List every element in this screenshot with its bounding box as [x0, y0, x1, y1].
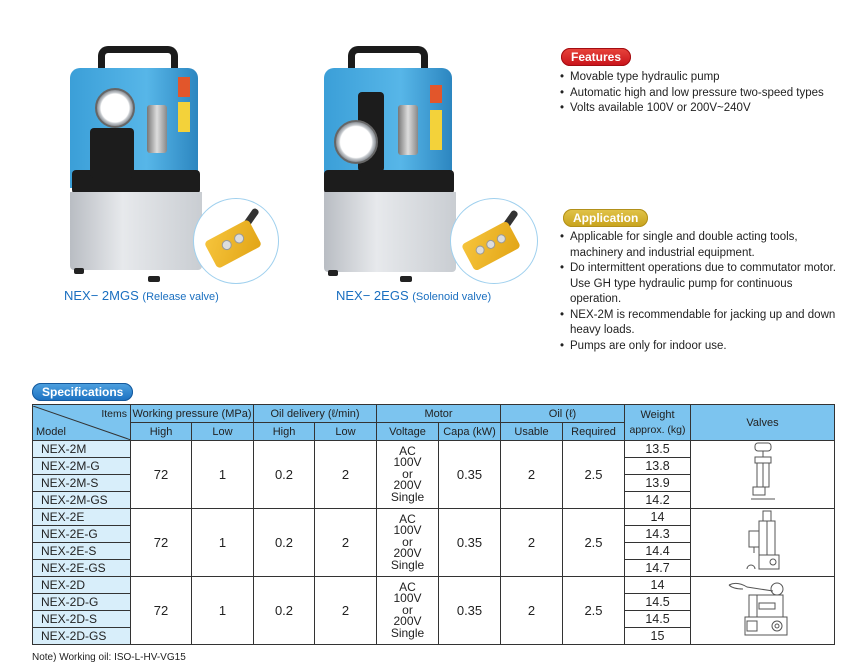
- steel-tank: [70, 192, 202, 270]
- wp-high-cell: 72: [131, 509, 192, 577]
- application-item: • Applicable for single and double acting tools, machinery and industrial equipment.: [560, 230, 840, 261]
- model-cell: NEX-2D-GS: [33, 628, 131, 645]
- product-valve-note: (Release valve): [142, 291, 219, 303]
- warning-label: [430, 85, 442, 103]
- voltage-line: Single: [390, 625, 425, 640]
- specifications-heading: Specifications: [32, 383, 133, 401]
- model-label: Model: [36, 425, 66, 438]
- voltage-line: AC: [399, 511, 416, 526]
- od-high-cell: 0.2: [254, 577, 315, 645]
- wp-high-cell: 72: [131, 441, 192, 509]
- application-item: • Pumps are only for indoor use.: [560, 339, 840, 355]
- weight-unit: approx. (kg): [629, 423, 686, 436]
- feature-item: • Volts available 100V or 200V~240V: [560, 101, 840, 117]
- weight-cell: 13.8: [625, 458, 691, 475]
- valve-drawing-cell: [691, 441, 835, 509]
- model-cell: NEX-2M-GS: [33, 492, 131, 509]
- model-cell: NEX-2D: [33, 577, 131, 594]
- remote-pendant: [204, 219, 262, 269]
- remote-pendant: [461, 221, 521, 272]
- weight-header: [625, 405, 691, 441]
- wp-high-header: High: [131, 423, 192, 441]
- voltage-line: or: [402, 602, 413, 617]
- pump-photo: [50, 40, 290, 290]
- table-row: [33, 577, 835, 594]
- wp-low-header: Low: [192, 423, 254, 441]
- od-high-header: High: [254, 423, 315, 441]
- capa-header: Capa (kW): [439, 423, 501, 441]
- model-cell: NEX-2E: [33, 509, 131, 526]
- motor-header: Motor: [377, 405, 501, 423]
- weight-label: Weight: [640, 408, 675, 421]
- weight-cell: 14.4: [625, 543, 691, 560]
- capa-cell: 0.35: [439, 441, 501, 509]
- voltage-line: 200V: [393, 546, 422, 561]
- model-cell: NEX-2E-S: [33, 543, 131, 560]
- weight-cell: 14.5: [625, 611, 691, 628]
- weight-cell: 14.7: [625, 560, 691, 577]
- motor-cylinder: [147, 105, 167, 153]
- oil-header: Oil (ℓ): [501, 405, 625, 423]
- product-caption: [64, 288, 219, 303]
- od-high-cell: 0.2: [254, 509, 315, 577]
- release-valve-drawing-icon: [733, 441, 793, 505]
- feature-item: • Movable type hydraulic pump: [560, 70, 840, 86]
- oil-usable-cell: 2: [501, 441, 563, 509]
- table-row: [33, 509, 835, 526]
- features-list: [560, 70, 840, 117]
- application-item-text: Do intermittent operations due to commutator motor.: [570, 262, 836, 274]
- voltage-line: Single: [390, 489, 425, 504]
- product-caption: [336, 288, 491, 303]
- remote-button: [232, 232, 246, 246]
- voltage-line: 200V: [393, 614, 422, 629]
- application-item: • NEX-2M is recommendable for jacking up and down heavy loads.: [560, 308, 840, 339]
- caution-label: [178, 102, 190, 132]
- table-row: [33, 441, 835, 458]
- foot: [74, 268, 84, 274]
- od-low-cell: 2: [315, 441, 377, 509]
- oil-required-cell: 2.5: [563, 441, 625, 509]
- usable-header: Usable: [501, 423, 563, 441]
- weight-cell: 14: [625, 577, 691, 594]
- oil-usable-cell: 2: [501, 509, 563, 577]
- steel-tank: [324, 192, 456, 272]
- remote-control-inset: [450, 198, 538, 284]
- features-heading: Features: [561, 48, 631, 66]
- valve-drawing-cell: [691, 577, 835, 645]
- application-item: [560, 261, 840, 308]
- model-cell: NEX-2E-G: [33, 526, 131, 543]
- voltage-cell: [377, 577, 439, 645]
- wp-high-cell: 72: [131, 577, 192, 645]
- remote-control-inset: [193, 198, 279, 284]
- oil-required-cell: 2.5: [563, 509, 625, 577]
- model-cell: NEX-2E-GS: [33, 560, 131, 577]
- voltage-line: 100V: [393, 455, 422, 470]
- voltage-line: AC: [399, 443, 416, 458]
- od-low-cell: 2: [315, 509, 377, 577]
- application-heading: Application: [563, 209, 648, 227]
- application-item-subtext: Use GH type hydraulic pump for continuous operation.: [570, 277, 793, 305]
- weight-cell: 13.5: [625, 441, 691, 458]
- product-valve-note: (Solenoid valve): [412, 291, 492, 303]
- motor-cylinder: [398, 105, 418, 155]
- voltage-cell: [377, 441, 439, 509]
- voltage-line: 100V: [393, 523, 422, 538]
- pressure-gauge: [334, 120, 378, 164]
- valves-header: Valves: [691, 405, 835, 441]
- caution-label: [430, 110, 442, 150]
- od-low-cell: 2: [315, 577, 377, 645]
- od-low-header: Low: [315, 423, 377, 441]
- remote-button: [485, 238, 497, 250]
- voltage-line: or: [402, 466, 413, 481]
- working-oil-note: Note) Working oil: ISO-L-HV-VG15: [32, 652, 186, 663]
- product-model: NEX− 2MGS: [64, 288, 139, 303]
- oil-usable-cell: 2: [501, 577, 563, 645]
- capa-cell: 0.35: [439, 577, 501, 645]
- required-header: Required: [563, 423, 625, 441]
- foot: [328, 270, 338, 276]
- product-nex-2mgs: [50, 40, 290, 310]
- oil-tray: [324, 170, 454, 194]
- foot: [400, 276, 412, 282]
- weight-cell: 14.3: [625, 526, 691, 543]
- valve-drawing-cell: [691, 509, 835, 577]
- pump-photo: [310, 40, 550, 290]
- working-pressure-header: Working pressure (MPa): [131, 405, 254, 423]
- weight-cell: 15: [625, 628, 691, 645]
- remote-button: [220, 238, 234, 252]
- manual-lever-valve-drawing-icon: [723, 577, 803, 641]
- model-cell: NEX-2D-G: [33, 594, 131, 611]
- product-nex-2egs: [310, 40, 550, 310]
- voltage-line: Single: [390, 557, 425, 572]
- specifications-table: [32, 404, 835, 645]
- wp-low-cell: 1: [192, 577, 254, 645]
- model-cell: NEX-2D-S: [33, 611, 131, 628]
- voltage-line: AC: [399, 579, 416, 594]
- items-model-header: [33, 405, 131, 441]
- oil-required-cell: 2.5: [563, 577, 625, 645]
- solenoid-valve-drawing-icon: [733, 509, 793, 573]
- voltage-cell: [377, 509, 439, 577]
- foot: [148, 276, 160, 282]
- voltage-line: 100V: [393, 591, 422, 606]
- od-high-cell: 0.2: [254, 441, 315, 509]
- remote-button: [495, 233, 507, 245]
- oil-delivery-header: Oil delivery (ℓ/min): [254, 405, 377, 423]
- valve-block: [90, 128, 134, 178]
- feature-item: • Automatic high and low pressure two-speed types: [560, 86, 840, 102]
- pressure-gauge: [95, 88, 135, 128]
- warning-label: [178, 77, 190, 97]
- weight-cell: 14: [625, 509, 691, 526]
- voltage-line: or: [402, 534, 413, 549]
- items-label: Items: [101, 407, 127, 420]
- weight-cell: 14.2: [625, 492, 691, 509]
- weight-cell: 13.9: [625, 475, 691, 492]
- model-cell: NEX-2M-G: [33, 458, 131, 475]
- product-model: NEX− 2EGS: [336, 288, 409, 303]
- remote-button: [474, 244, 486, 256]
- wp-low-cell: 1: [192, 509, 254, 577]
- model-cell: NEX-2M-S: [33, 475, 131, 492]
- wp-low-cell: 1: [192, 441, 254, 509]
- voltage-header: Voltage: [377, 423, 439, 441]
- weight-cell: 14.5: [625, 594, 691, 611]
- application-list: [560, 230, 840, 354]
- voltage-line: 200V: [393, 478, 422, 493]
- model-cell: NEX-2M: [33, 441, 131, 458]
- capa-cell: 0.35: [439, 509, 501, 577]
